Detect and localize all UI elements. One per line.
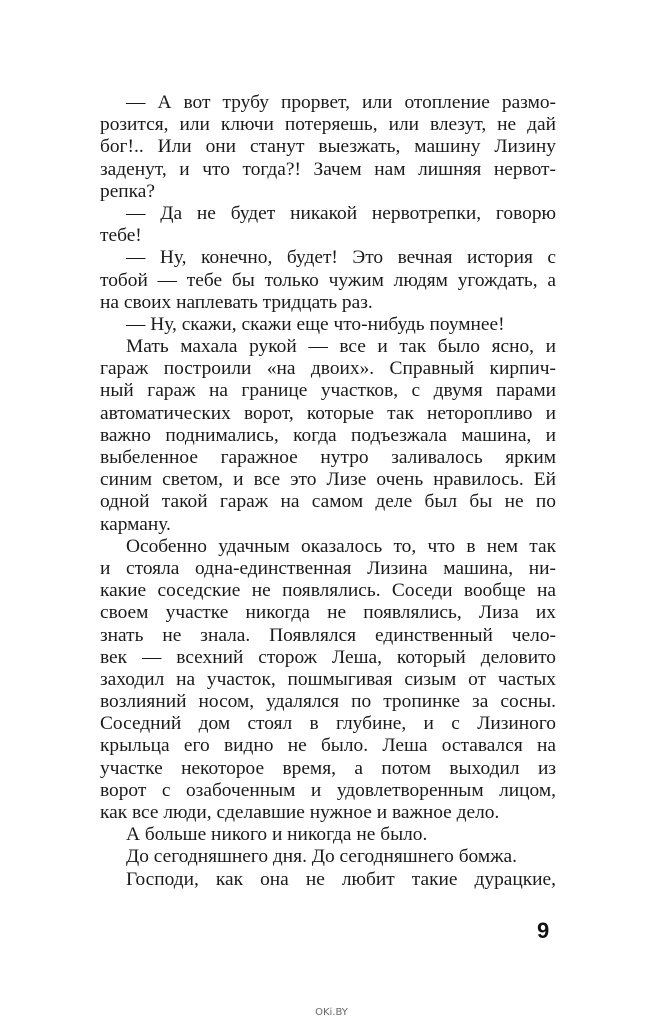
text-line: А больше никого и никогда не было. — [126, 824, 428, 846]
text-line: карману. — [100, 513, 171, 535]
text-line: крыльца его видно не было. Леша оставался на — [100, 735, 556, 757]
text-line: ный гараж на границе участков, с двумя парами — [100, 380, 556, 402]
text-line: участке некоторое время, а потом выходил из — [100, 757, 556, 779]
text-line: гараж построили «на двоих». Справный кирпич- — [100, 358, 556, 380]
text-line: знать не знала. Появлялся единственный чело- — [100, 624, 556, 646]
page-text — [100, 92, 556, 891]
text-line: репка? — [100, 180, 156, 202]
text-line: век — всехний сторож Леша, который деловито — [100, 646, 556, 668]
text-line: — Да не будет никакой нервотрепки, говорю — [126, 202, 556, 224]
text-line: какие соседские не появлялись. Соседи вообще на — [100, 580, 556, 602]
text-line: своем участке никогда не появлялись, Лиза их — [100, 602, 556, 624]
text-line: автоматических ворот, которые так неторопливо и — [100, 402, 556, 424]
text-line: как все люди, сделавшие нужное и важное дело. — [100, 802, 500, 823]
text-line: Мать махала рукой — все и так было ясно, и — [126, 336, 556, 358]
watermark: OKi.BY — [315, 1007, 348, 1018]
text-line: — Ну, скажи, скажи еще что-нибудь поумнее! — [126, 313, 505, 335]
text-line: тебе! — [100, 225, 142, 247]
text-line: тобой — тебе бы только чужим людям угождать, а — [100, 269, 556, 291]
text-line: Господи, как она не любит такие дурацкие, — [126, 868, 556, 890]
text-line: выбеленное гаражное нутро заливалось ярким — [100, 447, 556, 468]
text-line: ворот с озабоченным и удовлетворенным лицом, — [100, 779, 556, 801]
text-line: До сегодняшнего дня. До сегодняшнего бомжа. — [126, 846, 518, 868]
text-line: возлияний носом, удалялся по тропинке за сосны. — [100, 691, 556, 713]
text-line: на своих наплевать тридцать раз. — [100, 291, 373, 313]
text-line: важно поднимались, когда подъезжала машина, и — [100, 424, 556, 446]
text-line: одной такой гараж на самом деле был бы не по — [100, 491, 556, 513]
text-line: заденут, и что тогда?! Зачем нам лишняя нервот- — [100, 158, 556, 180]
text-line: — А вот трубу прорвет, или отопление размо- — [126, 92, 556, 113]
text-line: и стояла одна-единственная Лизина машина, ни- — [100, 557, 556, 579]
text-line: — Ну, конечно, будет! Это вечная история с — [126, 247, 556, 269]
text-line: Соседний дом стоял в глубине, и с Лизиного — [100, 713, 556, 735]
text-line: заходил на участок, пошмыгивая сизым от частых — [100, 668, 556, 690]
page-number: 9 — [537, 918, 550, 943]
text-line: синим светом, и все это Лизе очень нравилось. Ей — [100, 469, 556, 491]
text-line: розится, или ключи потеряешь, или влезут, не дай — [100, 114, 556, 136]
text-line: бог!.. Или они станут выезжать, машину Лизину — [100, 136, 556, 158]
text-line: Особенно удачным оказалось то, что в нем так — [126, 535, 556, 557]
